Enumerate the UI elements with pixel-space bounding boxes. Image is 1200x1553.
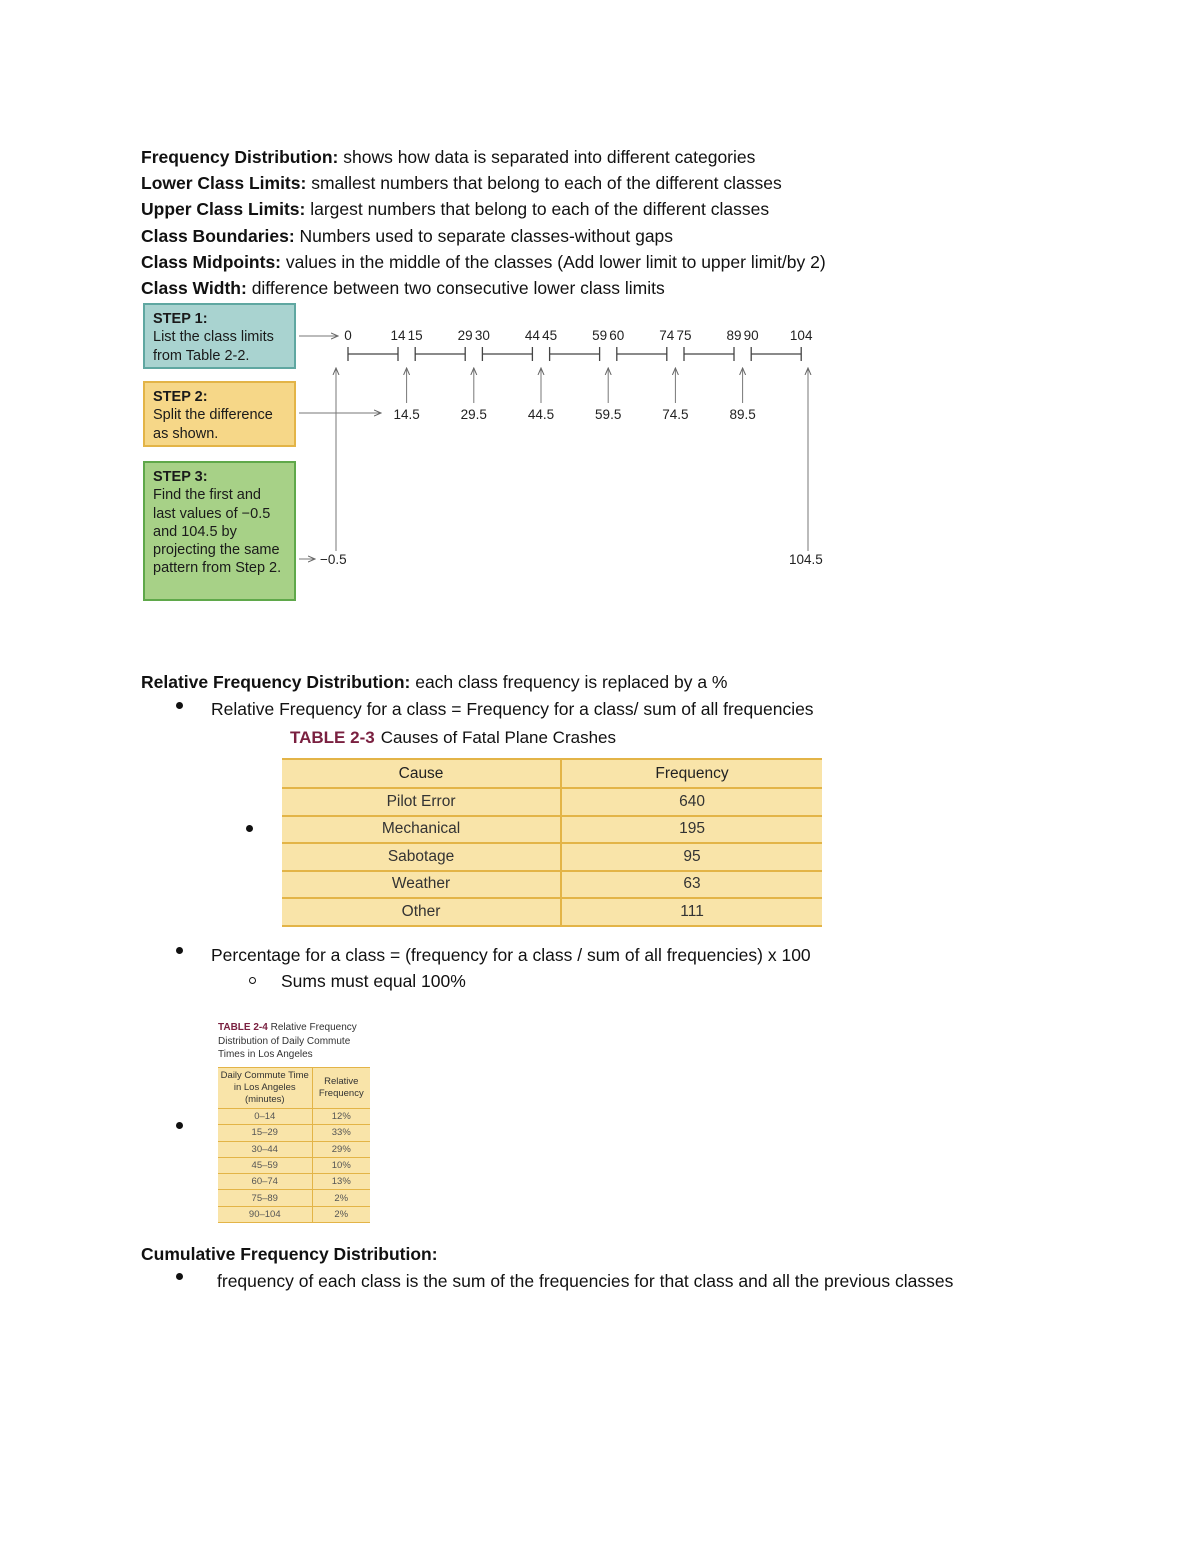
- bullet-relative-frequency: Relative Frequency for a class = Frequency for a class/ sum of all frequencies: [211, 699, 814, 719]
- cell-relative-frequency: 2%: [312, 1206, 370, 1222]
- bullet-dot: [176, 1122, 183, 1129]
- table-row: [282, 843, 822, 871]
- cell-frequency: 95: [561, 843, 822, 871]
- cell-class: 60–74: [218, 1174, 312, 1190]
- upper-limit-label: 89: [726, 328, 742, 343]
- step2-title: STEP 2:: [153, 389, 208, 405]
- lower-limit-label: 90: [743, 328, 759, 343]
- step3-title: STEP 3:: [153, 469, 208, 485]
- table-row: [218, 1206, 370, 1222]
- boundary-label: 14.5: [393, 407, 420, 422]
- table-header-row: [218, 1068, 370, 1109]
- column-header-relative-frequency: Relative Frequency: [312, 1068, 370, 1109]
- table-row: [218, 1125, 370, 1141]
- definition-upper-class-limits: Upper Class Limits: largest numbers that belong to each of the different classes: [141, 199, 770, 220]
- cell-cause: Pilot Error: [282, 788, 561, 816]
- class-boundaries-diagram: [143, 303, 843, 603]
- cell-class: 90–104: [218, 1206, 312, 1222]
- boundary-label: 44.5: [527, 407, 555, 422]
- cell-relative-frequency: 10%: [312, 1157, 370, 1173]
- last-value-label: 104.5: [789, 552, 823, 567]
- table-row: [282, 871, 822, 899]
- lower-limit-label: 75: [676, 328, 692, 343]
- definition-class-midpoints: Class Midpoints: values in the middle of the classes (Add lower limit to upper limit/by 2): [141, 251, 826, 272]
- definition-class-boundaries: Class Boundaries: Numbers used to separate classes-without gaps: [141, 225, 674, 246]
- boundary-label: 29.5: [460, 407, 487, 422]
- cell-frequency: 195: [561, 816, 822, 844]
- upper-limit-label: 44: [524, 328, 540, 343]
- cell-relative-frequency: 12%: [312, 1109, 370, 1125]
- cell-class: 30–44: [218, 1141, 312, 1157]
- definition-frequency-distribution: Frequency Distribution: shows how data is separated into different categories: [141, 147, 756, 167]
- cell-frequency: 640: [561, 788, 822, 816]
- bullet-percentage: Percentage for a class = (frequency for a class / sum of all frequencies) x 100: [211, 945, 811, 965]
- upper-limit-label: 29: [457, 328, 473, 343]
- step3-text: Find the first and last values of −0.5 and 104.5 by projecting the same pattern from Step 2.: [153, 487, 282, 577]
- cumulative-frequency-heading: Cumulative Frequency Distribution:: [141, 1244, 438, 1264]
- cell-frequency: 111: [561, 898, 822, 926]
- boundary-label: 59.5: [595, 407, 622, 422]
- table24: [218, 1067, 370, 1223]
- bullet-dot: [246, 825, 253, 832]
- bullet-dot: [176, 702, 183, 709]
- table-header-row: [282, 759, 822, 788]
- upper-limit-label: 14: [390, 328, 406, 343]
- boundary-label: 74.5: [662, 407, 689, 422]
- upper-limit-label: 59: [592, 328, 608, 343]
- relative-frequency-heading: Relative Frequency Distribution: each class frequency is replaced by a %: [141, 672, 728, 692]
- upper-limit-label: 74: [659, 328, 675, 343]
- lower-limit-label: 30: [474, 328, 490, 343]
- table-row: [218, 1190, 370, 1206]
- sub-bullet-circle: [249, 977, 256, 984]
- lower-limit-label: 0: [344, 328, 352, 343]
- table-row: [218, 1109, 370, 1125]
- cell-class: 45–59: [218, 1157, 312, 1173]
- cell-relative-frequency: 13%: [312, 1174, 370, 1190]
- boundary-label: 89.5: [729, 407, 756, 422]
- cell-cause: Sabotage: [282, 843, 561, 871]
- column-header-cause: Cause: [282, 759, 561, 788]
- table23-caption: [290, 728, 616, 748]
- cell-class: 75–89: [218, 1190, 312, 1206]
- cell-class: 15–29: [218, 1125, 312, 1141]
- table23-title: Causes of Fatal Plane Crashes: [380, 728, 616, 747]
- column-header-commute-time: Daily Commute Time in Los Angeles (minutes): [218, 1068, 312, 1109]
- column-header-frequency: Frequency: [561, 759, 822, 788]
- cell-relative-frequency: 29%: [312, 1141, 370, 1157]
- lower-limit-label: 45: [542, 328, 558, 343]
- definition-class-width: Class Width: difference between two consecutive lower class limits: [141, 278, 665, 299]
- table-row: [218, 1174, 370, 1190]
- table-row: [282, 788, 822, 816]
- cell-cause: Weather: [282, 871, 561, 899]
- table23-label: TABLE 2-3: [290, 728, 375, 747]
- table24-caption: [218, 1021, 378, 1062]
- cell-cause: Other: [282, 898, 561, 926]
- cell-cause: Mechanical: [282, 816, 561, 844]
- definitions-block: [141, 144, 1041, 301]
- table-row: [218, 1157, 370, 1173]
- lower-limit-label: 60: [609, 328, 625, 343]
- table-row: [282, 898, 822, 926]
- bullet-dot: [176, 947, 183, 954]
- table24-label: TABLE 2-4: [218, 1022, 268, 1033]
- table24-title: Relative Frequency Distribution of Daily Commute Times in Los Angeles: [218, 1022, 357, 1060]
- table23: [282, 758, 822, 927]
- table-row: [282, 816, 822, 844]
- first-value-label: −0.5: [320, 552, 347, 567]
- bullet-dot: [176, 1273, 183, 1280]
- lower-limit-label: 15: [407, 328, 423, 343]
- step2-text: Split the difference as shown.: [153, 407, 273, 442]
- definition-lower-class-limits: Lower Class Limits: smallest numbers that belong to each of the different classes: [141, 173, 782, 194]
- table-row: [218, 1141, 370, 1157]
- cell-class: 0–14: [218, 1109, 312, 1125]
- bullet-cumulative: frequency of each class is the sum of the frequencies for that class and all the previous classes: [217, 1271, 954, 1291]
- upper-limit-label: 104: [789, 328, 813, 343]
- number-line-svg: [143, 303, 843, 603]
- sub-bullet-sums: Sums must equal 100%: [281, 971, 466, 991]
- step1-title: STEP 1:: [153, 311, 208, 327]
- cell-relative-frequency: 33%: [312, 1125, 370, 1141]
- cell-relative-frequency: 2%: [312, 1190, 370, 1206]
- step1-text: List the class limits from Table 2-2.: [153, 329, 274, 364]
- cell-frequency: 63: [561, 871, 822, 899]
